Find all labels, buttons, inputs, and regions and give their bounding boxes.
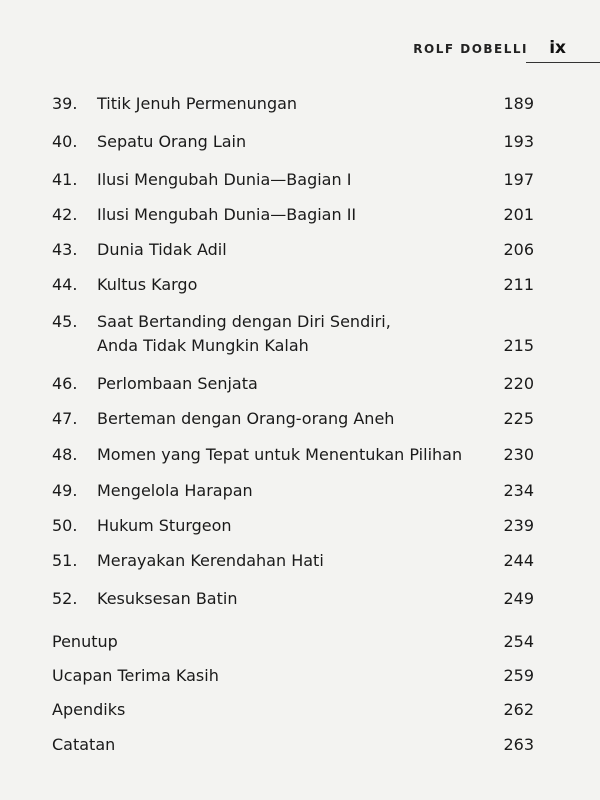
chapter-number: 40.: [52, 132, 78, 151]
backmatter-title: Penutup: [52, 632, 118, 651]
chapter-page: 189: [503, 94, 534, 113]
chapter-title: Perlombaan Senjata: [97, 374, 258, 393]
chapter-title: Merayakan Kerendahan Hati: [97, 551, 324, 570]
chapter-page: 234: [503, 481, 534, 500]
chapter-title: Ilusi Mengubah Dunia—Bagian II: [97, 205, 357, 224]
chapter-number: 45.: [52, 312, 78, 331]
chapter-title: Berteman dengan Orang-orang Aneh: [97, 409, 395, 428]
chapter-page: 201: [503, 205, 534, 224]
chapter-number: 44.: [52, 275, 78, 294]
backmatter-page: 254: [503, 632, 534, 651]
header-author: ROLF DOBELLI: [413, 42, 528, 56]
chapter-title: Ilusi Mengubah Dunia—Bagian I: [97, 170, 352, 189]
backmatter-title: Ucapan Terima Kasih: [52, 666, 219, 685]
chapter-number: 49.: [52, 481, 78, 500]
chapter-page: 239: [503, 516, 534, 535]
chapter-page: 211: [503, 275, 534, 294]
header-page-number: ix: [549, 38, 566, 58]
chapter-page: 215: [503, 336, 534, 355]
chapter-number: 48.: [52, 445, 78, 464]
chapter-page: 230: [503, 445, 534, 464]
chapter-title: Hukum Sturgeon: [97, 516, 232, 535]
chapter-number: 52.: [52, 589, 78, 608]
chapter-number: 47.: [52, 409, 78, 428]
chapter-number: 50.: [52, 516, 78, 535]
chapter-page: 244: [503, 551, 534, 570]
chapter-title: Dunia Tidak Adil: [97, 240, 227, 259]
chapter-title-line-1: Saat Bertanding dengan Diri Sendiri,: [97, 312, 391, 331]
backmatter-page: 259: [503, 666, 534, 685]
chapter-title: Kesuksesan Batin: [97, 589, 238, 608]
chapter-page: 197: [503, 170, 534, 189]
chapter-title: Kultus Kargo: [97, 275, 198, 294]
chapter-title: Mengelola Harapan: [97, 481, 253, 500]
chapter-number: 46.: [52, 374, 78, 393]
chapter-page: 220: [503, 374, 534, 393]
backmatter-page: 262: [503, 700, 534, 719]
chapter-title: Sepatu Orang Lain: [97, 132, 247, 151]
backmatter-title: Catatan: [52, 735, 116, 754]
chapter-page: 206: [503, 240, 534, 259]
chapter-title: [97, 310, 477, 358]
chapter-page: 193: [503, 132, 534, 151]
chapter-number: 51.: [52, 551, 78, 570]
chapter-title: Momen yang Tepat untuk Menentukan Pilihan: [97, 445, 463, 464]
backmatter-title: Apendiks: [52, 700, 126, 719]
chapter-number: 42.: [52, 205, 78, 224]
backmatter-page: 263: [503, 735, 534, 754]
chapter-number: 41.: [52, 170, 78, 189]
chapter-number: 39.: [52, 94, 78, 113]
chapter-page: 225: [503, 409, 534, 428]
chapter-title: Titik Jenuh Permenungan: [97, 94, 298, 113]
chapter-number: 43.: [52, 240, 78, 259]
chapter-page: 249: [503, 589, 534, 608]
chapter-title-line-2: Anda Tidak Mungkin Kalah: [97, 336, 309, 355]
